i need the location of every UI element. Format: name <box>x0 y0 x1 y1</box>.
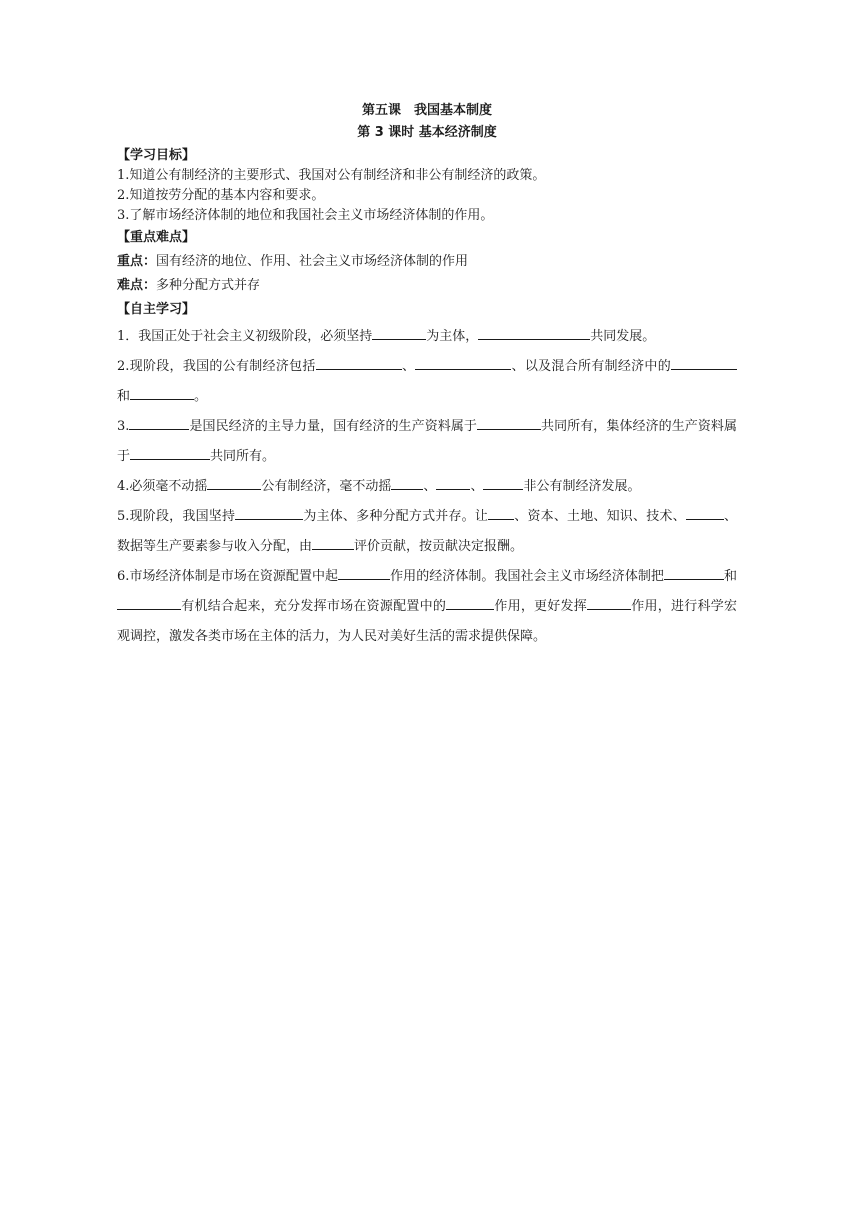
answer-blank[interactable] <box>587 595 631 610</box>
goal-item: 3.了解市场经济体制的地位和我国社会主义市场经济体制的作用。 <box>117 208 494 223</box>
key-point-text: 国有经济的地位、作用、社会主义市场经济体制的作用 <box>156 254 469 269</box>
answer-blank[interactable] <box>671 355 737 370</box>
document-page <box>117 100 737 652</box>
answer-blank[interactable] <box>488 505 514 520</box>
key-point <box>117 252 737 272</box>
question-6: 6.市场经济体制是市场在资源配置中起 作用的经济体制。我国社会主义市场经济体制把 和有机结合起来，充分发挥市场在资源配置中的 作用，更好发挥 作用，进行科学宏观调控，激发各类市场在主体的活力，为人民对美好生活的需求提供保障。 <box>117 562 737 652</box>
question-3: 3. 是国民经济的主导力量，国有经济的生产资料属于 共同所有，集体经济的生产资料属于 共同所有。 <box>117 412 737 472</box>
answer-blank[interactable] <box>436 475 470 490</box>
answer-blank[interactable] <box>415 355 511 370</box>
difficult-point <box>117 276 737 296</box>
key-point-label: 重点： <box>117 254 157 269</box>
answer-blank[interactable] <box>207 475 261 490</box>
answer-blank[interactable] <box>483 475 523 490</box>
difficult-point-label: 难点： <box>117 278 157 293</box>
key-difficulty-heading: 【重点难点】 <box>117 230 196 245</box>
answer-blank[interactable] <box>391 475 423 490</box>
question-2: 2.现阶段，我国的公有制经济包括 、 、以及混合所有制经济中的和 。 <box>117 352 737 412</box>
answer-blank[interactable] <box>664 565 724 580</box>
answer-blank[interactable] <box>446 595 494 610</box>
question-5: 5.现阶段，我国坚持 为主体、多种分配方式并存。让 、资本、土地、知识、技术、 、数据等生产要素参与收入分配，由 评价贡献，按贡献决定报酬。 <box>117 502 737 562</box>
answer-blank[interactable] <box>316 355 402 370</box>
answer-blank[interactable] <box>312 535 354 550</box>
question-4: 4.必须毫不动摇 公有制经济，毫不动摇 、 、 非公有制经济发展。 <box>117 472 737 502</box>
answer-blank[interactable] <box>130 385 194 400</box>
difficult-point-text: 多种分配方式并存 <box>156 278 261 293</box>
goal-item: 2.知道按劳分配的基本内容和要求。 <box>117 188 325 203</box>
self-study-heading: 【自主学习】 <box>117 302 196 317</box>
answer-blank[interactable] <box>686 505 724 520</box>
answer-blank[interactable] <box>129 415 189 430</box>
answer-blank[interactable] <box>338 565 390 580</box>
answer-blank[interactable] <box>478 325 590 340</box>
lesson-title: 第五课 我国基本制度 <box>361 103 492 118</box>
question-1: 1．我国正处于社会主义初级阶段，必须坚持 为主体， 共同发展。 <box>117 322 737 352</box>
answer-blank[interactable] <box>372 325 426 340</box>
goals-heading: 【学习目标】 <box>117 148 196 163</box>
answer-blank[interactable] <box>477 415 541 430</box>
goal-item: 1.知道公有制经济的主要形式、我国对公有制经济和非公有制经济的政策。 <box>117 168 546 183</box>
answer-blank[interactable] <box>117 595 181 610</box>
answer-blank[interactable] <box>130 445 210 460</box>
answer-blank[interactable] <box>235 505 303 520</box>
lesson-subtitle: 第 3 课时 基本经济制度 <box>357 125 497 140</box>
